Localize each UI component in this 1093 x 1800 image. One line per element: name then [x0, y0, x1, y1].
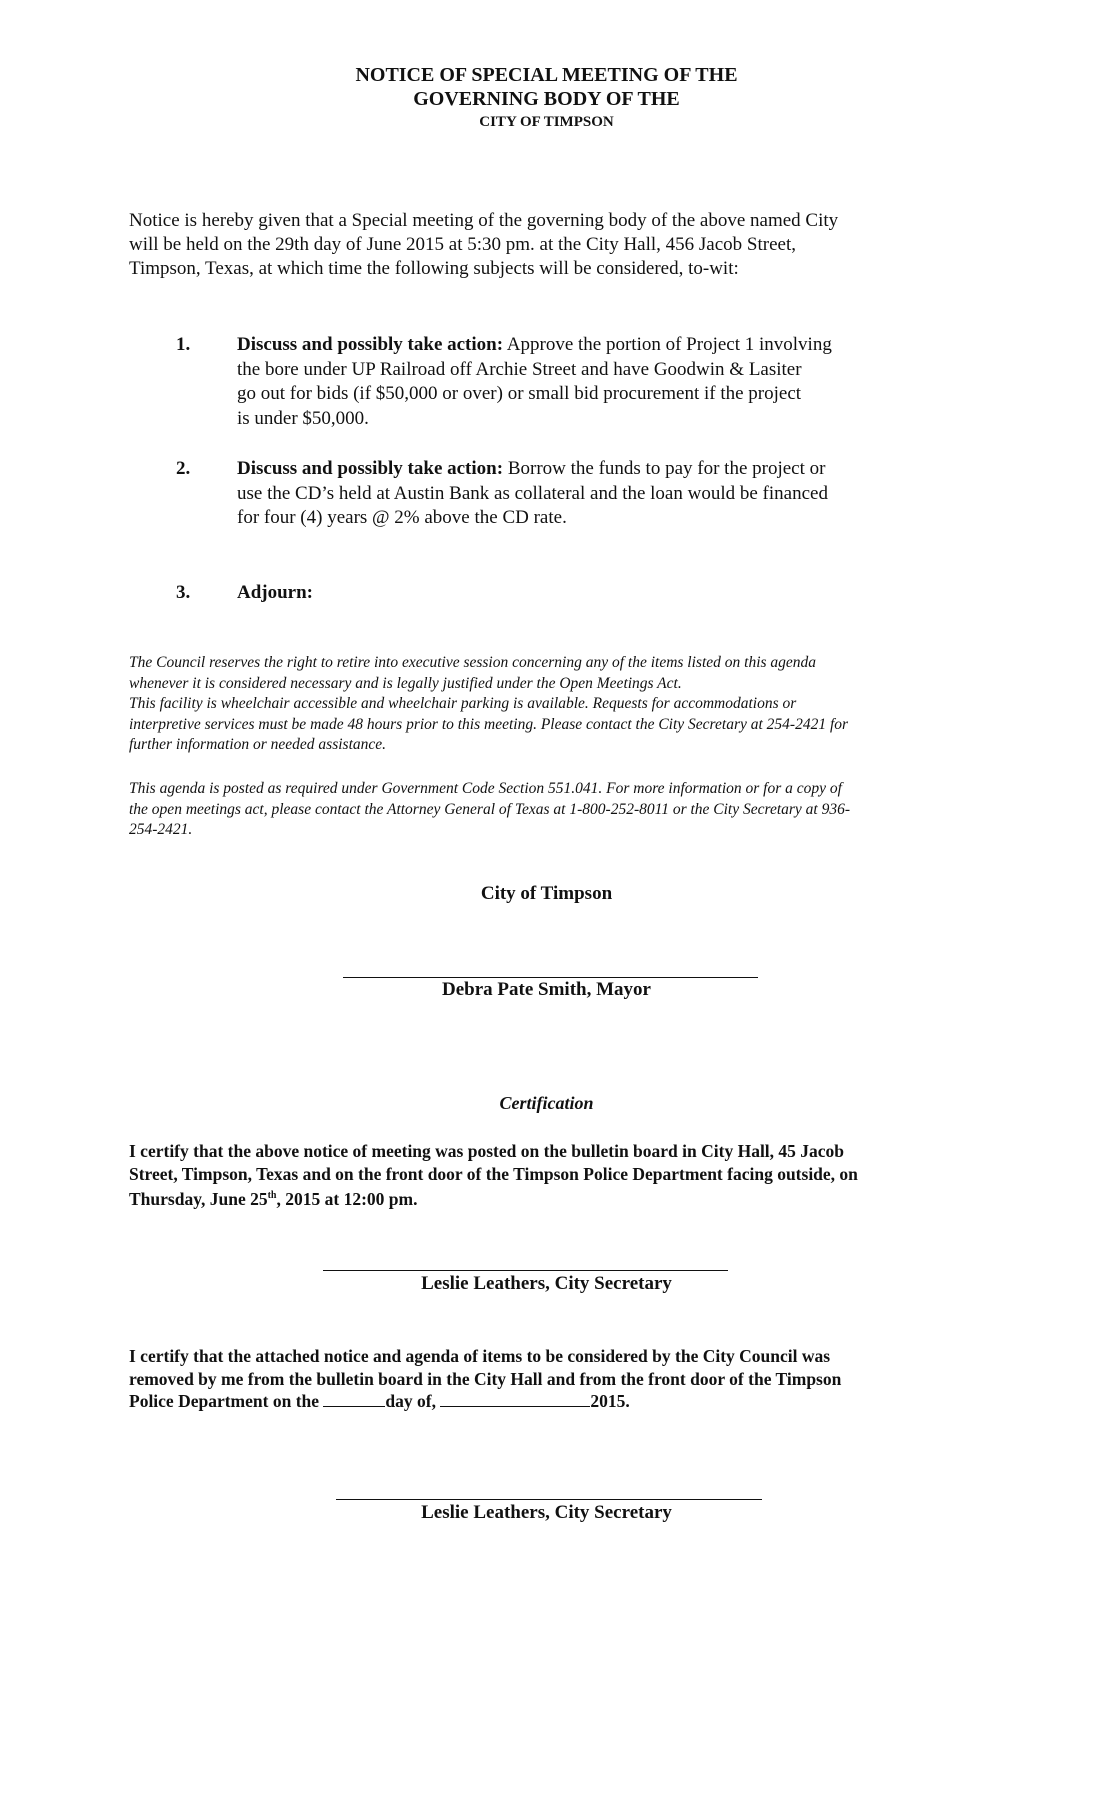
- secretary-signature-line-1: [323, 1270, 728, 1271]
- intro-line: Timpson, Texas, at which time the following subjects will be considered, to-wit:: [129, 258, 739, 279]
- agenda-text: [237, 457, 937, 531]
- notice-intro: [129, 209, 959, 281]
- agenda-item-1: [176, 333, 936, 433]
- agenda-item-2: [176, 457, 936, 533]
- agenda-number: 2.: [176, 458, 191, 479]
- removal-text: day of,: [385, 1391, 441, 1411]
- city-name-heading: CITY OF TIMPSON: [479, 114, 614, 130]
- disclaimer-line: the open meetings act, please contact the Attorney General of Texas at 1-800-252-8011 or the City Secretary at 936-: [129, 800, 851, 818]
- disclaimer-line: further information or needed assistance.: [129, 736, 387, 753]
- agenda-number: 1.: [176, 334, 191, 355]
- ordinal-suffix: th: [267, 1190, 277, 1201]
- secretary-signature-line-2: [336, 1499, 762, 1500]
- certification-line: I certify that the attached notice and agenda of items to be considered by the City Council was: [129, 1346, 831, 1366]
- executive-session-disclaimer: [129, 653, 969, 756]
- disclaimer-line: interpretive services must be made 48 hours prior to this meeting. Please contact the City Secretary at 254-2421 for: [129, 715, 849, 733]
- certification-date: Thursday, June 25: [129, 1188, 268, 1209]
- disclaimer-line: The Council reserves the right to retire into executive session concerning any of the items listed on this agenda: [129, 654, 817, 671]
- day-blank: [323, 1390, 385, 1407]
- disclaimer-line: This agenda is posted as required under Government Code Section 551.041. For more information or for a copy of: [129, 780, 842, 797]
- agenda-label: Discuss and possibly take action:: [237, 458, 504, 479]
- removal-certification: [129, 1345, 964, 1413]
- certification-line: [129, 1390, 964, 1413]
- agenda-line: is under $50,000.: [237, 407, 369, 429]
- removal-year: 2015.: [590, 1391, 630, 1411]
- intro-line: will be held on the 29th day of June 2015 at 5:30 pm. at the City Hall, 456 Jacob Street,: [129, 234, 796, 255]
- month-blank: [440, 1390, 590, 1407]
- agenda-line: Approve the portion of Project 1 involving: [503, 334, 832, 355]
- posting-disclaimer: [129, 779, 969, 841]
- agenda-line: Borrow the funds to pay for the project or: [503, 458, 826, 479]
- posting-certification: [129, 1140, 964, 1210]
- agenda-text: [237, 581, 937, 606]
- mayor-name: Debra Pate Smith, Mayor: [442, 979, 651, 1000]
- secretary-name-1: Leslie Leathers, City Secretary: [421, 1273, 672, 1294]
- certification-time: , 2015 at 12:00 pm.: [276, 1188, 418, 1209]
- agenda-label: Adjourn:: [237, 582, 314, 603]
- city-of-timpson-label: City of Timpson: [480, 883, 613, 904]
- agenda-line: go out for bids (if $50,000 or over) or small bid procurement if the project: [237, 383, 802, 404]
- disclaimer-line: This facility is wheelchair accessible and wheelchair parking is available. Requests for accommodations or: [129, 695, 797, 712]
- disclaimer-line: whenever it is considered necessary and is legally justified under the Open Meetings Act.: [129, 674, 682, 692]
- agenda-line: the bore under UP Railroad off Archie Street and have Goodwin & Lasiter: [237, 358, 802, 380]
- notice-title: NOTICE OF SPECIAL MEETING OF THE: [355, 64, 738, 86]
- disclaimer-line: 254-2421.: [129, 821, 193, 838]
- agenda-line: use the CD’s held at Austin Bank as collateral and the loan would be financed: [237, 482, 828, 504]
- certification-line: [129, 1185, 964, 1210]
- certification-line: removed by me from the bulletin board in the City Hall and from the front door of the Timpson: [129, 1368, 842, 1389]
- agenda-number: 3.: [176, 582, 191, 603]
- agenda-label: Discuss and possibly take action:: [237, 334, 504, 355]
- mayor-signature-line: [343, 977, 758, 978]
- removal-text: Police Department on the: [129, 1391, 324, 1411]
- notice-subtitle: GOVERNING BODY OF THE: [413, 88, 680, 110]
- secretary-name-2: Leslie Leathers, City Secretary: [421, 1502, 672, 1523]
- agenda-line: for four (4) years @ 2% above the CD rate.: [237, 507, 567, 528]
- certification-title: Certification: [499, 1093, 594, 1113]
- agenda-text: [237, 333, 937, 431]
- intro-line: Notice is hereby given that a Special meeting of the governing body of the above named City: [129, 210, 839, 231]
- certification-line: Street, Timpson, Texas and on the front door of the Timpson Police Department facing outside, on: [129, 1163, 858, 1184]
- certification-line: I certify that the above notice of meeting was posted on the bulletin board in City Hall, 45 Jacob: [129, 1141, 845, 1161]
- agenda-item-3: [176, 581, 936, 607]
